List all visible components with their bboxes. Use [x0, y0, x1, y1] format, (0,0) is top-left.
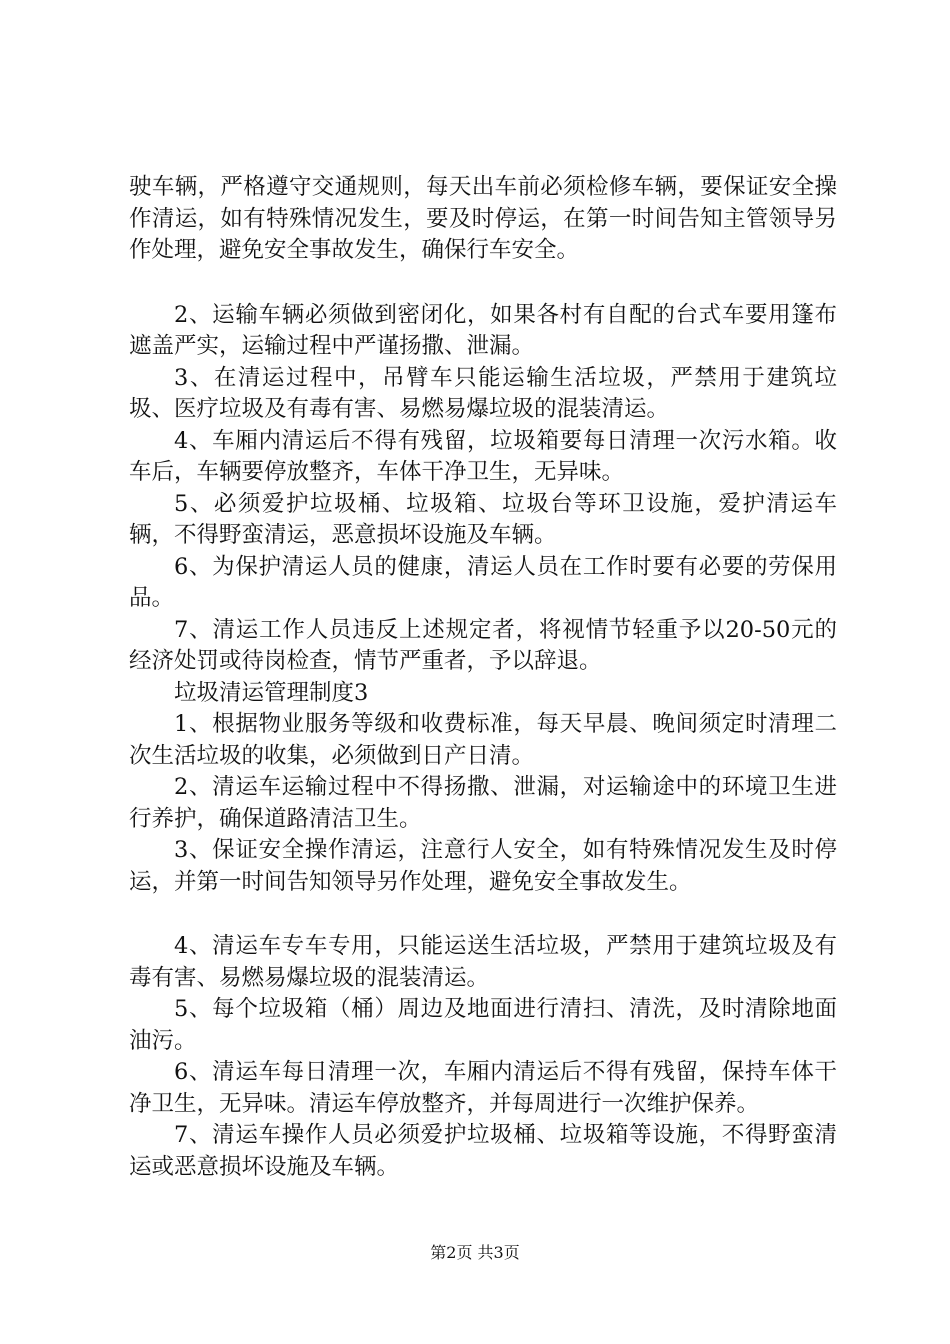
- paragraph-rule-7: 7、清运工作人员违反上述规定者，将视情节轻重予以20-50元的经济处罚或待岗检查，情节严重者，予以辞退。: [129, 616, 837, 674]
- paragraph-rule-3: 3、在清运过程中，吊臂车只能运输生活垃圾，严禁用于建筑垃圾、医疗垃圾及有毒有害、易燃易爆垃圾的混装清运。: [129, 364, 837, 422]
- paragraph-s3-rule-6: 6、清运车每日清理一次，车厢内清运后不得有残留，保持车体干净卫生，无异味。清运车停放整齐，并每周进行一次维护保养。: [129, 1059, 837, 1117]
- paragraph-rule-4: 4、车厢内清运后不得有残留，垃圾箱要每日清理一次污水箱。收车后，车辆要停放整齐，车体干净卫生，无异味。: [129, 427, 837, 485]
- paragraph-continuation: 驶车辆，严格遵守交通规则，每天出车前必须检修车辆，要保证安全操作清运，如有特殊情况发生，要及时停运，在第一时间告知主管领导另作处理，避免安全事故发生，确保行车安全。: [129, 174, 837, 263]
- paragraph-s3-rule-3: 3、保证安全操作清运，注意行人安全，如有特殊情况发生及时停运，并第一时间告知领导另作处理，避免安全事故发生。: [129, 837, 837, 895]
- paragraph-rule-2: 2、运输车辆必须做到密闭化，如果各村有自配的台式车要用篷布遮盖严实，运输过程中严谨扬撒、泄漏。: [129, 301, 837, 359]
- paragraph-s3-rule-1: 1、根据物业服务等级和收费标准，每天早晨、晚间须定时清理二次生活垃圾的收集，必须做到日产日清。: [129, 711, 837, 769]
- paragraph-s3-rule-5: 5、每个垃圾箱（桶）周边及地面进行清扫、清洗，及时清除地面油污。: [129, 996, 837, 1054]
- document-body: [129, 172, 837, 1183]
- paragraph-s3-rule-7: 7、清运车操作人员必须爱护垃圾桶、垃圾箱等设施，不得野蛮清运或恶意损坏设施及车辆。: [129, 1122, 837, 1180]
- page-footer: 第2页 共3页: [430, 1243, 520, 1262]
- section-heading: 垃圾清运管理制度3: [174, 679, 369, 706]
- paragraph-s3-rule-4: 4、清运车专车专用，只能运送生活垃圾，严禁用于建筑垃圾及有毒有害、易燃易爆垃圾的混装清运。: [129, 933, 837, 991]
- paragraph-s3-rule-2: 2、清运车运输过程中不得扬撒、泄漏，对运输途中的环境卫生进行养护，确保道路清洁卫生。: [129, 774, 837, 832]
- paragraph-rule-6: 6、为保护清运人员的健康，清运人员在工作时要有必要的劳保用品。: [129, 553, 837, 611]
- paragraph-rule-5: 5、必须爱护垃圾桶、垃圾箱、垃圾台等环卫设施，爱护清运车辆，不得野蛮清运，恶意损坏设施及车辆。: [129, 490, 837, 548]
